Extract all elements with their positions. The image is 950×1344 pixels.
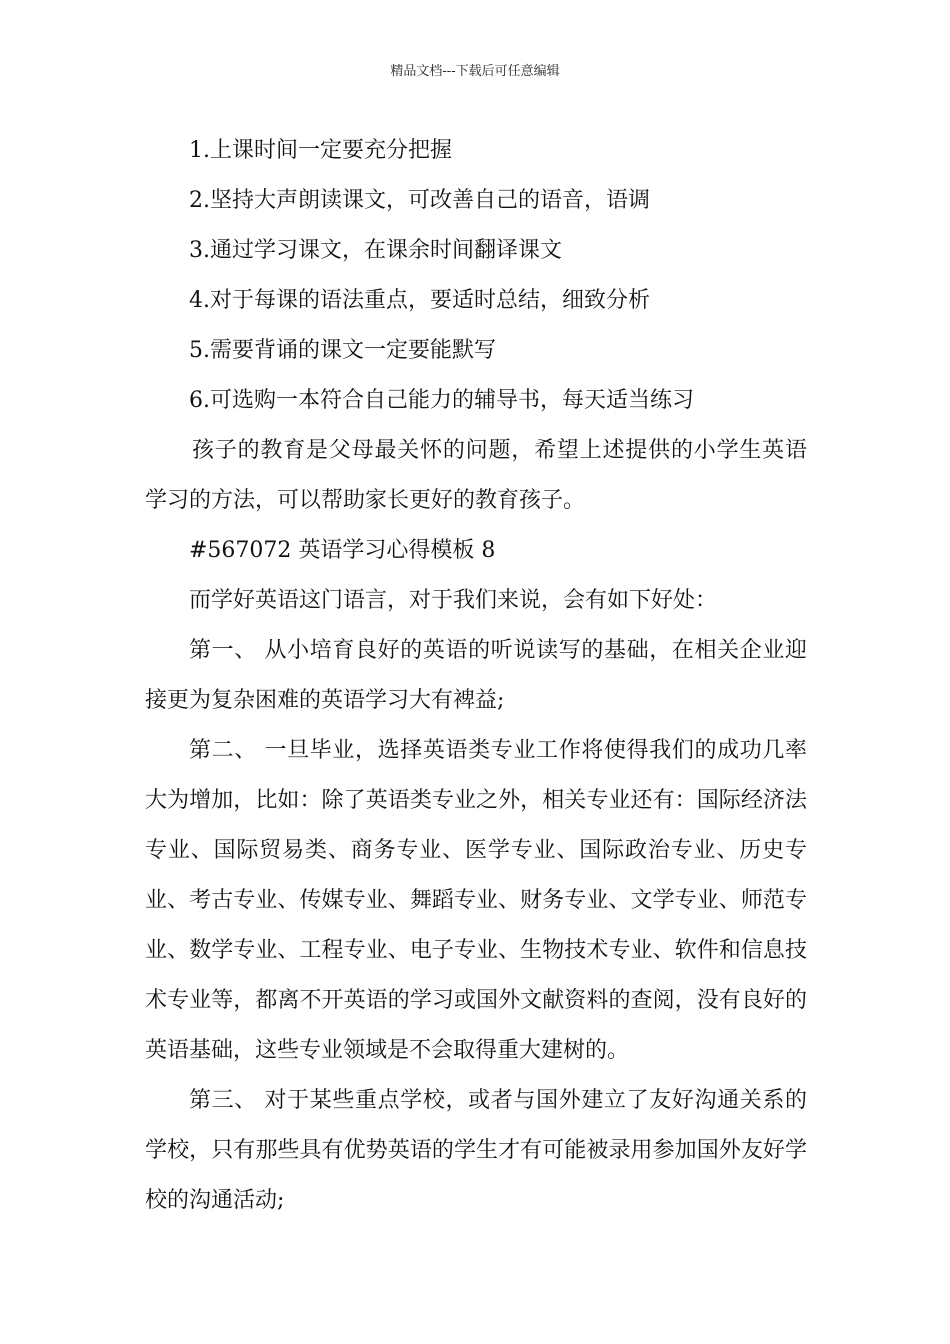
section-title: #567072 英语学习心得模板 8 [189,538,496,563]
closing-paragraph: 孩子的教育是父母最关怀的问题，希望上述提供的小学生英语学习的方法，可以帮助家长更好的教育孩子。 [145,438,807,513]
list-item: 6.可选购一本符合自己能力的辅导书，每天适当练习 [189,388,694,413]
list-item: 4.对于每课的语法重点，要适时总结，细致分析 [189,288,650,313]
document-body [145,126,807,1226]
point-third-paragraph: 第三、 对于某些重点学校，或者与国外建立了友好沟通关系的学校，只有那些具有优势英语的学生才有可能被录用参加国外友好学校的沟通活动; [145,1088,807,1213]
list-item: 2.坚持大声朗读课文，可改善自己的语音，语调 [189,188,650,213]
point-first-paragraph: 第一、 从小培育良好的英语的听说读写的基础，在相关企业迎接更为复杂困难的英语学习大有裨益; [145,638,807,713]
list-item: 3.通过学习课文，在课余时间翻译课文 [189,238,562,263]
page-header: 精品文档---下载后可任意编辑 [390,64,560,79]
list-item: 1.上课时间一定要充分把握 [189,138,452,163]
intro-paragraph: 而学好英语这门语言，对于我们来说，会有如下好处： [189,588,718,613]
point-second-paragraph: 第二、 一旦毕业，选择英语类专业工作将使得我们的成功几率大为增加，比如：除了英语类专业之外，相关专业还有：国际经济法专业、国际贸易类、商务专业、医学专业、国际政治专业、历史专业、考古专业、传媒专业、舞蹈专业、财务专业、文学专业、师范专业、数学专业、工程专业、电子专业、生物技术专业、软件和信息技术专业等，都离不开英语的学习或国外文献资料的查阅，没有良好的英语基础，这些专业领域是不会取得重大建树的。 [145,738,807,1063]
list-item: 5.需要背诵的课文一定要能默写 [189,338,496,363]
